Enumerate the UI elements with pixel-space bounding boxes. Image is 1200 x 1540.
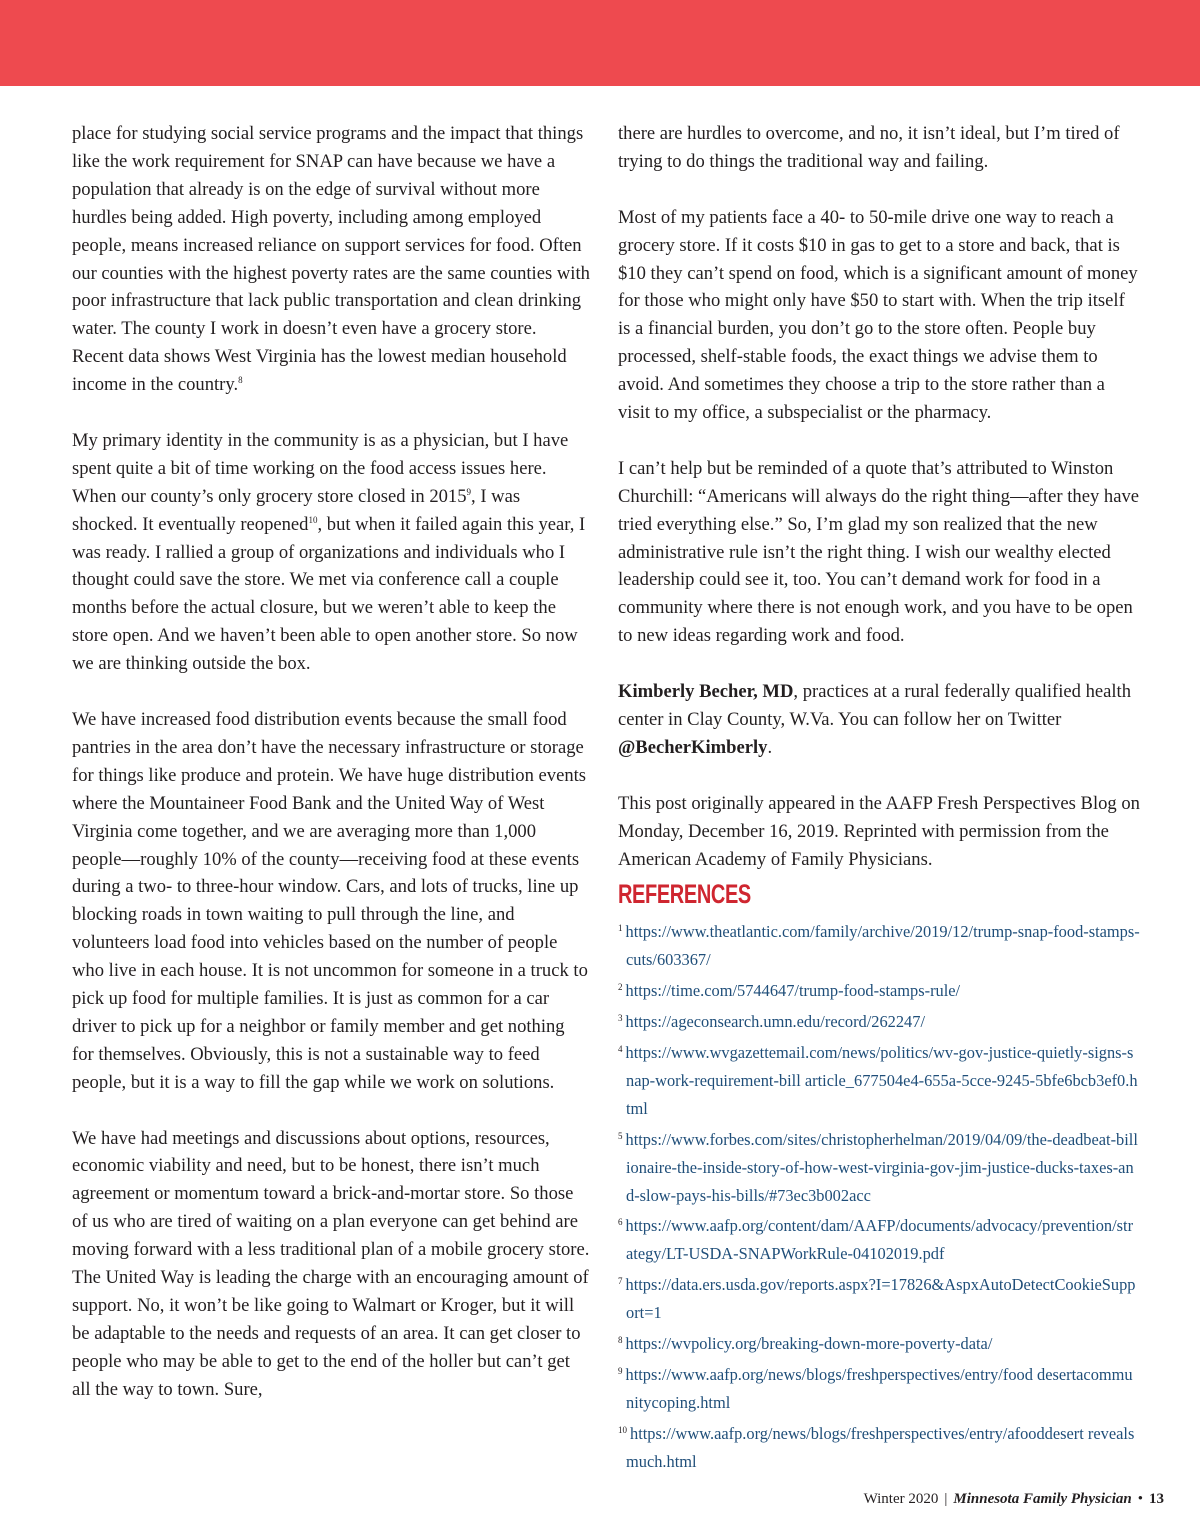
- reference-number: 9: [618, 1366, 623, 1376]
- reference-item: [618, 1209, 1140, 1268]
- reference-item: [618, 1123, 1140, 1210]
- footnote-marker[interactable]: 9: [466, 486, 472, 497]
- reference-number: 6: [618, 1217, 623, 1228]
- right-column: [618, 120, 1140, 1476]
- twitter-handle[interactable]: @BecherKimberly: [618, 736, 768, 758]
- reference-item: [618, 1005, 1140, 1036]
- reference-item: [618, 1036, 1140, 1123]
- footer-bullet: •: [1137, 1491, 1143, 1507]
- body-paragraph: My primary identity in the community is as a physician, but I have spent quite a bit of time working on the food access issues here. When our county’s only grocery store closed in 2015$^9$, I was shocked. It eventually reopened$^{10}$, but when it failed again this year, I was ready. I rallied a group of organizations and individuals who I thought could save the store. We met via conference call a couple months before the actual closure, but we weren’t able to keep the store open. And we haven’t been able to open another store. So now we are thinking outside the box.: [72, 429, 586, 675]
- reference-item: [618, 974, 1140, 1005]
- page-footer: [864, 1489, 1164, 1509]
- reference-item: [618, 1358, 1140, 1417]
- reference-number: 7: [618, 1276, 623, 1287]
- footnote-marker[interactable]: 8: [238, 375, 243, 386]
- reference-link[interactable]: https://wvpolicy.org/breaking-down-more-poverty-data/: [625, 1334, 993, 1354]
- reference-number: 3: [618, 1013, 623, 1024]
- issue-label: Winter 2020: [863, 1491, 939, 1507]
- reference-link[interactable]: https://time.com/5744647/trump-food-stamps-rule/: [625, 981, 961, 1001]
- footnote-marker[interactable]: 10: [308, 514, 318, 525]
- reprint-note: This post originally appeared in the AAFP Fresh Perspectives Blog on Monday, December 16, 2019. Reprinted with permission from the American Academy of Family Physicians.: [618, 792, 1140, 870]
- reference-link[interactable]: https://www.wvgazettemail.com/news/politics/wv-gov-justice-quietly-signs-snap-work-requirement-bill article_677504e4-655a-5cce-9245-5bfe6bcb3ef0.html: [625, 1043, 1138, 1118]
- author-bio: Kimberly Becher, MD, practices at a rural federally qualified health center in Clay County, W.Va. You can follow her on Twitter @BecherKimberly.: [618, 681, 1132, 758]
- reference-number: 4: [618, 1044, 623, 1055]
- reference-number: 1: [618, 923, 623, 934]
- footer-separator: |: [944, 1491, 948, 1507]
- reference-link[interactable]: https://www.aafp.org/news/blogs/freshperspectives/entry/afooddesert revealsmuch.html: [626, 1423, 1135, 1471]
- references-heading: REFERENCES: [618, 879, 751, 910]
- reference-link[interactable]: https://www.aafp.org/content/dam/AAFP/documents/advocacy/prevention/strategy/LT-USDA-SNAPWorkRule-04102019.pdf: [625, 1216, 1134, 1264]
- left-column: [72, 120, 590, 1432]
- body-paragraph: We have increased food distribution events because the small food pantries in the area don’t have the necessary infrastructure or storage for things like produce and protein. We have huge distribution events where the Mountaineer Food Bank and the United Way of West Virginia come together, and we are averaging more than 1,000 people—roughly 10% of the county—receiving food at these events during a two- to three-hour window. Cars, and lots of trucks, line up blocking roads in town waiting to pull through the line, and volunteers load food into vehicles based on the number of people who live in each house. It is not uncommon for someone in a truck to pick up food for multiple families. It is just as common for a car driver to pick up for a neighbor or family member and get nothing for themselves. Obviously, this is not a sustainable way to feed people, but it is a way to fill the gap while we work on solutions.: [72, 709, 588, 1093]
- body-paragraph: there are hurdles to overcome, and no, it isn’t ideal, but I’m tired of trying to do things the traditional way and failing.: [618, 123, 1120, 172]
- publication-title: Minnesota Family Physician: [953, 1491, 1132, 1507]
- reference-item: [618, 1327, 1140, 1358]
- reference-link[interactable]: https://data.ers.usda.gov/reports.aspx?I=17826&AspxAutoDetectCookieSupport=1: [625, 1275, 1136, 1323]
- body-paragraph: I can’t help but be reminded of a quote that’s attributed to Winston Churchill: “Americans will always do the right thing—after they have tried everything else.” So, I’m glad my son realized that the new administrative rule isn’t the right thing. I wish our wealthy elected leadership could see it, too. You can’t demand work for food in a community where there is not enough work, and you have to be open to new ideas regarding work and food.: [618, 457, 1139, 647]
- references-list: [618, 915, 1140, 1475]
- page-number: 13: [1149, 1491, 1164, 1507]
- reference-link[interactable]: https://www.forbes.com/sites/christopherhelman/2019/04/09/the-deadbeat-billionaire-the-inside-story-of-how-west-virginia-gov-jim-justice-ducks-taxes-and-slow-pays-his-bills/#73ec3b002acc: [625, 1129, 1138, 1205]
- reference-item: [618, 1417, 1140, 1476]
- reference-number: 8: [618, 1335, 623, 1346]
- body-paragraph: Most of my patients face a 40- to 50-mile drive one way to reach a grocery store. If it costs $10 in gas to get to a store and back, that is $10 they can’t spend on food, which is a significant amount of money for those who might only have $50 to start with. When the trip itself is a financial burden, you don’t go to the store often. People buy processed, shelf-stable foods, the exact things we advise them to avoid. And sometimes they choose a trip to the store rather than a visit to my office, a subspecialist or the pharmacy.: [618, 206, 1138, 424]
- reference-number: 5: [618, 1130, 623, 1141]
- reference-link[interactable]: https://ageconsearch.umn.edu/record/262247/: [625, 1012, 925, 1032]
- reference-number: 10: [618, 1424, 627, 1435]
- reference-item: [618, 915, 1140, 974]
- body-paragraph: We have had meetings and discussions about options, resources, economic viability and need, but to be honest, there isn’t much agreement or momentum toward a brick-and-mortar store. So those of us who are tired of waiting on a plan everyone can get behind are moving forward with a less traditional plan of a mobile grocery store. The United Way is leading the charge with an encouraging amount of support. No, it won’t be like going to Walmart or Kroger, but it will be adaptable to the needs and requests of an area. It can get closer to people who may be able to get to the end of the holler but can’t get all the way to town. Sure,: [72, 1127, 590, 1400]
- body-paragraph: place for studying social service programs and the impact that things like the work requirement for SNAP can have because we have a population that already is on the edge of survival without more hurdles being added. High poverty, including among employed people, means increased reliance on support services for food. Often our counties with the highest poverty rates are the same counties with poor infrastructure that lack public transportation and clean drinking water. The county I work in doesn’t even have a grocery store. Recent data shows West Virginia has the lowest median household income in the country.$^8$: [72, 123, 590, 396]
- reference-item: [618, 1268, 1140, 1327]
- reference-link[interactable]: https://www.aafp.org/news/blogs/freshperspectives/entry/food desertacommunitycoping.html: [625, 1365, 1133, 1412]
- reference-number: 2: [618, 982, 623, 993]
- reference-link[interactable]: https://www.theatlantic.com/family/archive/2019/12/trump-snap-food-stamps-cuts/603367/: [625, 922, 1140, 970]
- top-banner: [0, 0, 1200, 86]
- author-name: Kimberly Becher, MD: [618, 681, 794, 703]
